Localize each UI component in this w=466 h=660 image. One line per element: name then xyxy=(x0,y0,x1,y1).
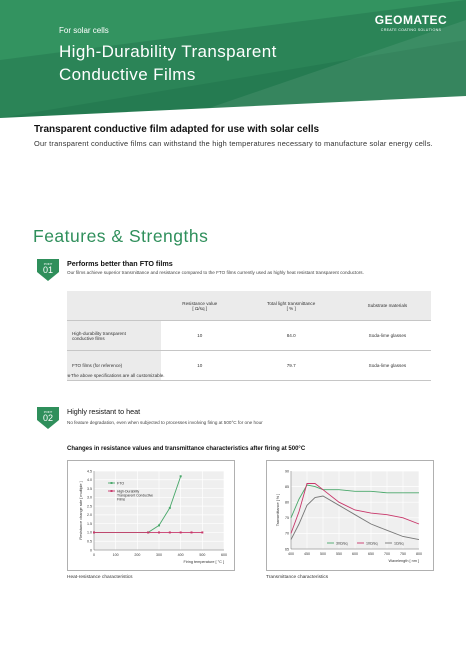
point-01-description: Our films achieve superior transmittance and resistance compared to the FTO films currently used as highly heat resistant transparent conductors. xyxy=(67,270,364,275)
data-point xyxy=(180,531,182,533)
charts-heading: Changes in resistance values and transmittance characteristics after firing at 500°C xyxy=(67,446,306,452)
badge-number: 01 xyxy=(42,265,53,275)
row-label-line2: conductive films xyxy=(72,335,105,341)
title-line-2: Conductive Films xyxy=(59,65,196,84)
x-tick-label: 300 xyxy=(156,553,162,557)
x-tick-label: 200 xyxy=(134,553,141,557)
data-point xyxy=(201,531,203,533)
table-cell: 10 xyxy=(161,321,239,351)
y-tick-label: 85 xyxy=(285,484,289,489)
transmittance-chart xyxy=(267,461,433,570)
intro-heading: Transparent conductive film adapted for use with solar cells xyxy=(34,124,320,135)
legend-label-fto: FTO xyxy=(117,481,125,486)
legend-label: 10Ω/sq xyxy=(366,541,378,546)
point-02-badge xyxy=(37,407,59,429)
x-tick-label: 600 xyxy=(221,553,227,557)
intro-text: Our transparent conductive films can withstand the high temperatures necessary to manufacture solar energy cells. xyxy=(34,139,433,148)
y-tick-label: 3.5 xyxy=(87,486,92,491)
table-header-resistance xyxy=(161,291,239,321)
table-header-row xyxy=(67,291,431,321)
chart-caption-heat: Heat-resistance characteristics xyxy=(67,575,133,580)
table-cell: 10 xyxy=(161,351,239,381)
data-point xyxy=(93,531,95,533)
data-point xyxy=(158,531,160,533)
x-axis-label: Firing temperature [ °C ] xyxy=(183,560,224,564)
table-cell: 79.7 xyxy=(239,351,344,381)
chart-caption-transmittance: Transmittance characteristics xyxy=(266,575,329,580)
company-logo xyxy=(370,13,452,32)
data-point xyxy=(191,531,193,533)
legend-label: 30Ω/sq xyxy=(336,541,348,546)
spec-note: ※The above specifications are all customizable. xyxy=(67,373,165,378)
table-header-corner xyxy=(67,291,161,321)
legend-label-line: Transparent Conductive xyxy=(117,493,154,498)
y-axis-label: Transmittance [ % ] xyxy=(276,493,280,527)
table-cell: 84.0 xyxy=(239,321,344,351)
logo-name: GEOMATEC xyxy=(374,13,448,27)
th-resistance-line1: Resistance value xyxy=(182,300,218,306)
data-point xyxy=(180,475,182,477)
x-tick-label: 400 xyxy=(177,553,184,557)
chart-box-transmittance xyxy=(266,460,434,571)
table-header-transmittance xyxy=(239,291,344,321)
x-tick-label: 0 xyxy=(93,553,95,557)
y-tick-label: 0 xyxy=(90,548,92,553)
row-label-line1: High-durability transparent xyxy=(72,330,126,336)
table-row-label: FTO films (for reference) xyxy=(67,351,161,381)
table-row-label xyxy=(67,321,161,351)
page-title xyxy=(59,40,389,86)
th-trans-line2: [ % ] xyxy=(286,305,296,311)
x-tick-label: 550 xyxy=(336,552,342,556)
point-01-badge xyxy=(37,259,59,281)
legend-label-line: Films xyxy=(117,497,126,502)
point-01-title: Performs better than FTO films xyxy=(67,259,173,268)
heat-resistance-chart xyxy=(68,461,234,570)
title-line-1: High-Durability Transparent xyxy=(59,42,277,61)
spec-table xyxy=(67,291,431,381)
y-tick-label: 65 xyxy=(285,547,289,552)
logo-tagline: CREATE COATING SOLUTIONS xyxy=(380,28,442,32)
table-header-substrate: Substrate materials xyxy=(344,291,431,321)
header-banner xyxy=(0,0,466,118)
x-axis-label: Wavelength [ nm ] xyxy=(388,559,419,563)
y-tick-label: 2.0 xyxy=(87,513,92,518)
chart-box-heat xyxy=(67,460,235,571)
data-point xyxy=(158,524,160,526)
table-cell: Soda-lime glasses xyxy=(344,351,431,381)
y-tick-label: 70 xyxy=(285,531,289,536)
y-axis-label: Resistance change rate [ multiple ] xyxy=(79,481,83,540)
features-title: Features & Strengths xyxy=(33,226,209,246)
x-tick-label: 500 xyxy=(199,553,206,557)
legend-label-line: High-Durability xyxy=(117,489,140,494)
point-02-description: No feature degradation, even when subjected to processes involving firing at 500°C for one hour xyxy=(67,420,263,425)
th-resistance-line2: [ Ω/sq ] xyxy=(192,305,208,311)
badge-label: POINT xyxy=(43,410,53,414)
x-tick-label: 600 xyxy=(352,552,358,556)
data-point xyxy=(147,531,149,533)
x-tick-label: 400 xyxy=(288,552,294,556)
header-category: For solar cells xyxy=(59,26,109,35)
x-tick-label: 800 xyxy=(416,552,422,556)
x-tick-label: 500 xyxy=(320,552,326,556)
y-tick-label: 90 xyxy=(285,469,289,474)
data-point xyxy=(169,531,171,533)
y-tick-label: 1.0 xyxy=(87,530,92,535)
y-tick-label: 1.5 xyxy=(87,521,92,526)
y-tick-label: 3.0 xyxy=(87,495,92,500)
y-tick-label: 4.5 xyxy=(87,469,92,474)
badge-number: 02 xyxy=(42,413,53,423)
x-tick-label: 750 xyxy=(400,552,406,556)
badge-label: POINT xyxy=(43,262,53,266)
x-tick-label: 650 xyxy=(368,552,374,556)
y-tick-label: 80 xyxy=(285,500,289,505)
data-point xyxy=(169,507,171,509)
x-tick-label: 100 xyxy=(112,553,119,557)
point-02-title: Highly resistant to heat xyxy=(67,407,141,416)
y-tick-label: 75 xyxy=(285,516,289,521)
table-row xyxy=(67,321,431,351)
legend-marker xyxy=(111,482,113,484)
y-tick-label: 4.0 xyxy=(87,478,92,483)
y-tick-label: 2.5 xyxy=(87,504,92,509)
legend-marker xyxy=(111,490,113,492)
th-trans-line1: Total light transmittance xyxy=(267,300,316,306)
x-tick-label: 450 xyxy=(304,552,310,556)
y-tick-label: 0.5 xyxy=(87,539,92,544)
table-cell: Soda-lime glasses xyxy=(344,321,431,351)
x-tick-label: 700 xyxy=(384,552,390,556)
legend-label: 1Ω/sq xyxy=(394,541,404,546)
